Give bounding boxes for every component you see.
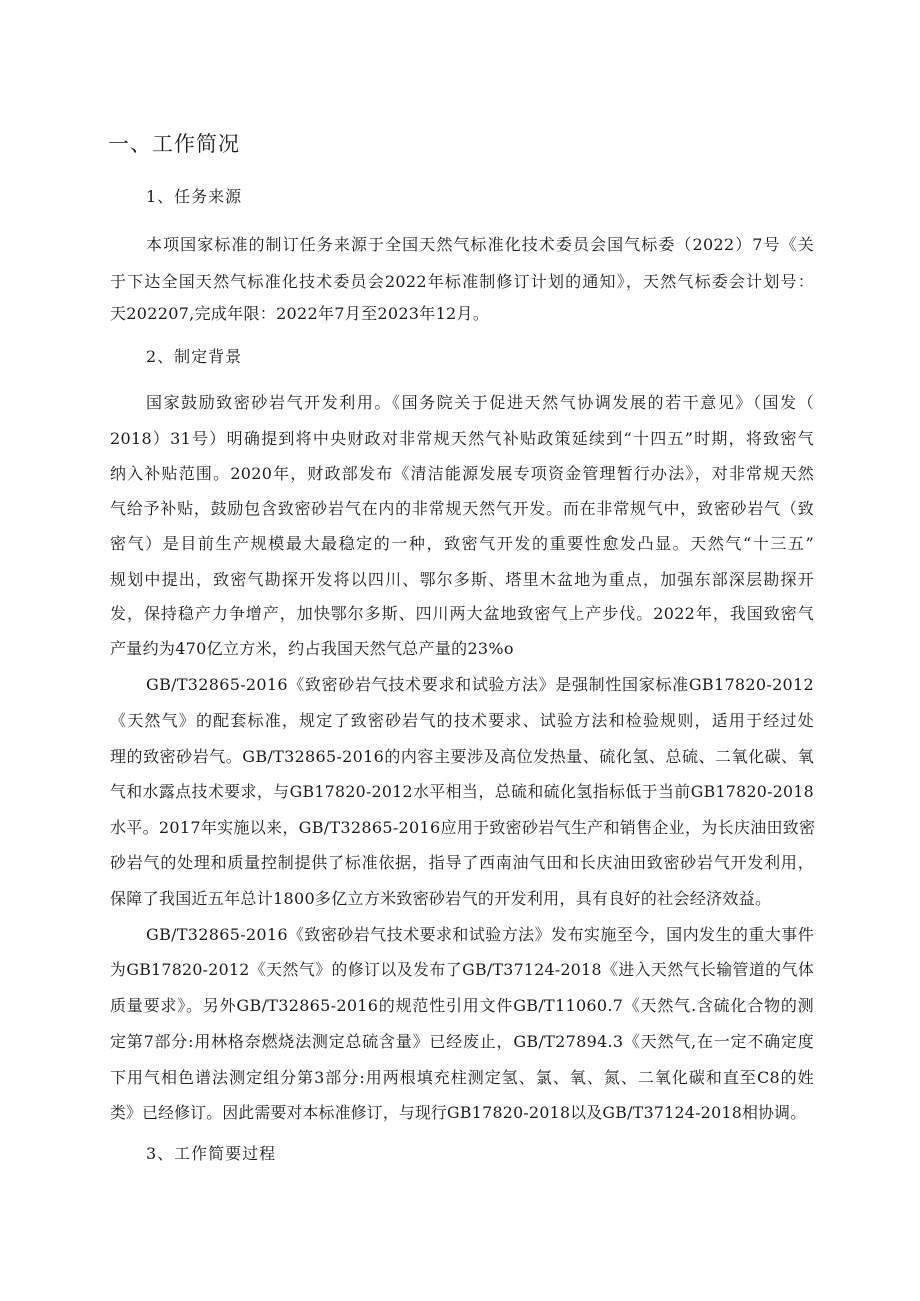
paragraph-line: 定第7部分:用林格奈燃烧法测定总硫含量》已经废止，GB/T27894.3《天然气,在一定不确定度 (110, 1032, 814, 1051)
paragraph-line: 2018）31号）明确提到将中央财政对非常规天然气补贴政策延续到“十四五”时期，将致密气 (110, 429, 814, 448)
paragraph-line: 《天然气》的配套标准，规定了致密砂岩气的技术要求、试验方法和检验规则，适用于经过处 (110, 711, 814, 730)
paragraph-line: 类》已经修订。因此需要对本标准修订，与现行GB17820-2018以及GB/T37124-2018相协调。 (110, 1103, 807, 1122)
paragraph-line: 砂岩气的处理和质量控制提供了标准依据，指导了西南油气田和长庆油田致密砂岩气开发利用， (110, 853, 814, 872)
paragraph-line: 理的致密砂岩气。GB/T32865-2016的内容主要涉及高位发热量、硫化氢、总硫、二氧化碳、氧 (110, 747, 814, 766)
paragraph-line: 气和水露点技术要求，与GB17820-2012水平相当，总硫和硫化氢指标低于当前GB17820-2018 (110, 782, 814, 801)
paragraph-line: 国家鼓励致密砂岩气开发利用。《国务院关于促进天然气协调发展的若干意见》（国发（ (146, 393, 814, 412)
subsection-title-background: 2、制定背景 (146, 347, 243, 366)
subsection-title-work-process: 3、工作简要过程 (146, 1144, 277, 1163)
paragraph-line: 规划中提出，致密气勘探开发将以四川、鄂尔多斯、塔里木盆地为重点，加强东部深层勘探开 (110, 570, 814, 589)
paragraph-line: 天202207,完成年限：2022年7月至2023年12月。 (110, 304, 490, 323)
paragraph-line: 密气）是目前生产规模最大最稳定的一种，致密气开发的重要性愈发凸显。天然气“十三五” (110, 534, 814, 553)
paragraph-line: 下用气相色谱法测定组分第3部分:用两根填充柱测定氢、氯、氧、氮、二氧化碳和直至C8的姓 (110, 1068, 814, 1087)
paragraph-line: 纳入补贴范围。2020年，财政部发布《清洁能源发展专项资金管理暂行办法》，对非常规天然 (110, 464, 814, 483)
subsection-title-task-source: 1、任务来源 (146, 187, 243, 206)
paragraph-line: 气给予补贴，鼓励包含致密砂岩气在内的非常规天然气开发。而在非常规气中，致密砂岩气（致 (110, 499, 814, 518)
paragraph-line: 保障了我国近五年总计1800多亿立方米致密砂岩气的开发利用，具有良好的社会经济效益。 (110, 889, 772, 908)
paragraph-line: 于下达全国天然气标准化技术委员会2022年标准制修订计划的通知》，天然气标委会计划号： (110, 272, 814, 291)
paragraph-line: 水平。2017年实施以来，GB/T32865-2016应用于致密砂岩气生产和销售企业，为长庆油田致密 (110, 818, 816, 837)
section-heading: 一、工作简况 (108, 132, 240, 156)
paragraph-line: 发，保持稳产力争增产，加快鄂尔多斯、四川两大盆地致密气上产步伐。2022年，我国致密气 (110, 604, 814, 623)
paragraph-line: 质量要求》。另外GB/T32865-2016的规范性引用文件GB/T11060.7《天然气.含硫化合物的测 (110, 996, 814, 1015)
paragraph-line: GB/T32865-2016《致密砂岩气技术要求和试验方法》是强制性国家标准GB17820-2012 (146, 675, 814, 694)
paragraph-line: 产量约为470亿立方米，约占我国天然气总产量的23%o (110, 639, 514, 658)
paragraph-line: 为GB17820-2012《天然气》的修订以及发布了GB/T37124-2018《进入天然气长输管道的气体 (110, 960, 814, 979)
paragraph-line: GB/T32865-2016《致密砂岩气技术要求和试验方法》发布实施至今，国内发生的重大事件 (146, 925, 814, 944)
paragraph-line: 本项国家标准的制订任务来源于全国天然气标准化技术委员会国气标委（2022）7号《关 (146, 235, 814, 254)
